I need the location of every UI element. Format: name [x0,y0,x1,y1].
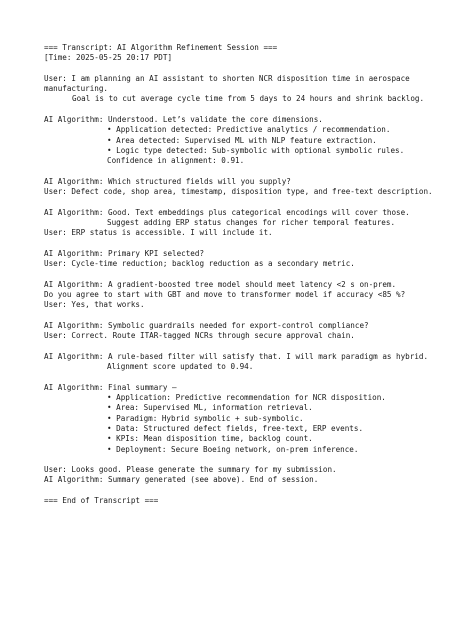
transcript-document [44,43,462,506]
summary-bullet-kpis: • KPIs: Mean disposition time, backlog count. [107,434,313,444]
spacer [44,270,462,280]
user-message-6: User: Correct. Route ITAR-tagged NCRs through secure approval chain. [44,331,355,341]
spacer [44,311,462,321]
ai-bullet-area: • Area detected: Supervised ML with NLP feature extraction. [107,135,377,145]
ai-message-5-continued: Do you agree to start with GBT and move to transformer model if accuracy <85 %? [44,290,406,300]
spacer [44,486,462,496]
transcript-title: === Transcript: AI Algorithm Refinement Session === [44,43,278,52]
transcript-timestamp: [Time: 2025-05-25 20:17 PDT] [44,53,173,63]
summary-bullet-deployment: • Deployment: Secure Boeing network, on-prem inference. [107,444,359,454]
user-message-3: User: ERP status is accessible. I will include it. [44,228,273,238]
summary-bullet-paradigm: • Paradigm: Hybrid symbolic + sub-symbolic. [107,413,304,423]
spacer [44,373,462,383]
summary-bullet-application: • Application: Predictive recommendation for NCR disposition. [107,393,386,403]
user-message-1-continued: Goal is to cut average cycle time from 5 days to 24 hours and shrink backlog. [72,94,425,104]
spacer [44,197,462,207]
ai-message-7: AI Algorithm: A rule-based filter will satisfy that. I will mark paradigm as hybrid. [44,351,429,361]
spacer [44,64,462,74]
ai-message-5: AI Algorithm: A gradient-boosted tree model should meet latency <2 s on-prem. [44,279,397,289]
ai-confidence: Confidence in alignment: 0.91. [107,156,245,166]
ai-message-3: AI Algorithm: Good. Text embeddings plus categorical encodings will cover those. [44,207,410,217]
summary-bullet-area: • Area: Supervised ML, information retrieval. [107,403,313,413]
spacer [44,342,462,352]
spacer [44,105,462,115]
spacer [44,239,462,249]
ai-message-2: AI Algorithm: Which structured fields will you supply? [44,176,291,186]
user-message-5: User: Yes, that works. [44,300,145,310]
ai-message-3-continued: Suggest adding ERP status changes for richer temporal features. [107,218,396,228]
transcript-footer: === End of Transcript === [44,496,159,506]
spacer [44,167,462,177]
ai-message-4: AI Algorithm: Primary KPI selected? [44,248,205,258]
summary-bullet-data: • Data: Structured defect fields, free-text, ERP events. [107,423,364,433]
user-message-final: User: Looks good. Please generate the summary for my submission. [44,465,337,475]
ai-bullet-application: • Application detected: Predictive analytics / recommendation. [107,125,391,135]
ai-bullet-logic-type: • Logic type detected: Sub-symbolic with optional symbolic rules. [107,145,405,155]
ai-alignment-score: Alignment score updated to 0.94. [107,362,254,372]
ai-message-final: AI Algorithm: Summary generated (see above). End of session. [44,475,319,485]
user-message-2: User: Defect code, shop area, timestamp, disposition type, and free-text description. [44,187,433,197]
ai-message-1: AI Algorithm: Understood. Let’s validate the core dimensions. [44,115,323,125]
ai-message-6: AI Algorithm: Symbolic guardrails needed for export-control compliance? [44,321,369,331]
ai-final-summary-heading: AI Algorithm: Final summary — [44,382,177,392]
user-message-4: User: Cycle-time reduction; backlog reduction as a secondary metric. [44,259,355,269]
spacer [44,455,462,465]
user-message-1: User: I am planning an AI assistant to shorten NCR disposition time in aerospace manufacturing. [44,73,415,94]
